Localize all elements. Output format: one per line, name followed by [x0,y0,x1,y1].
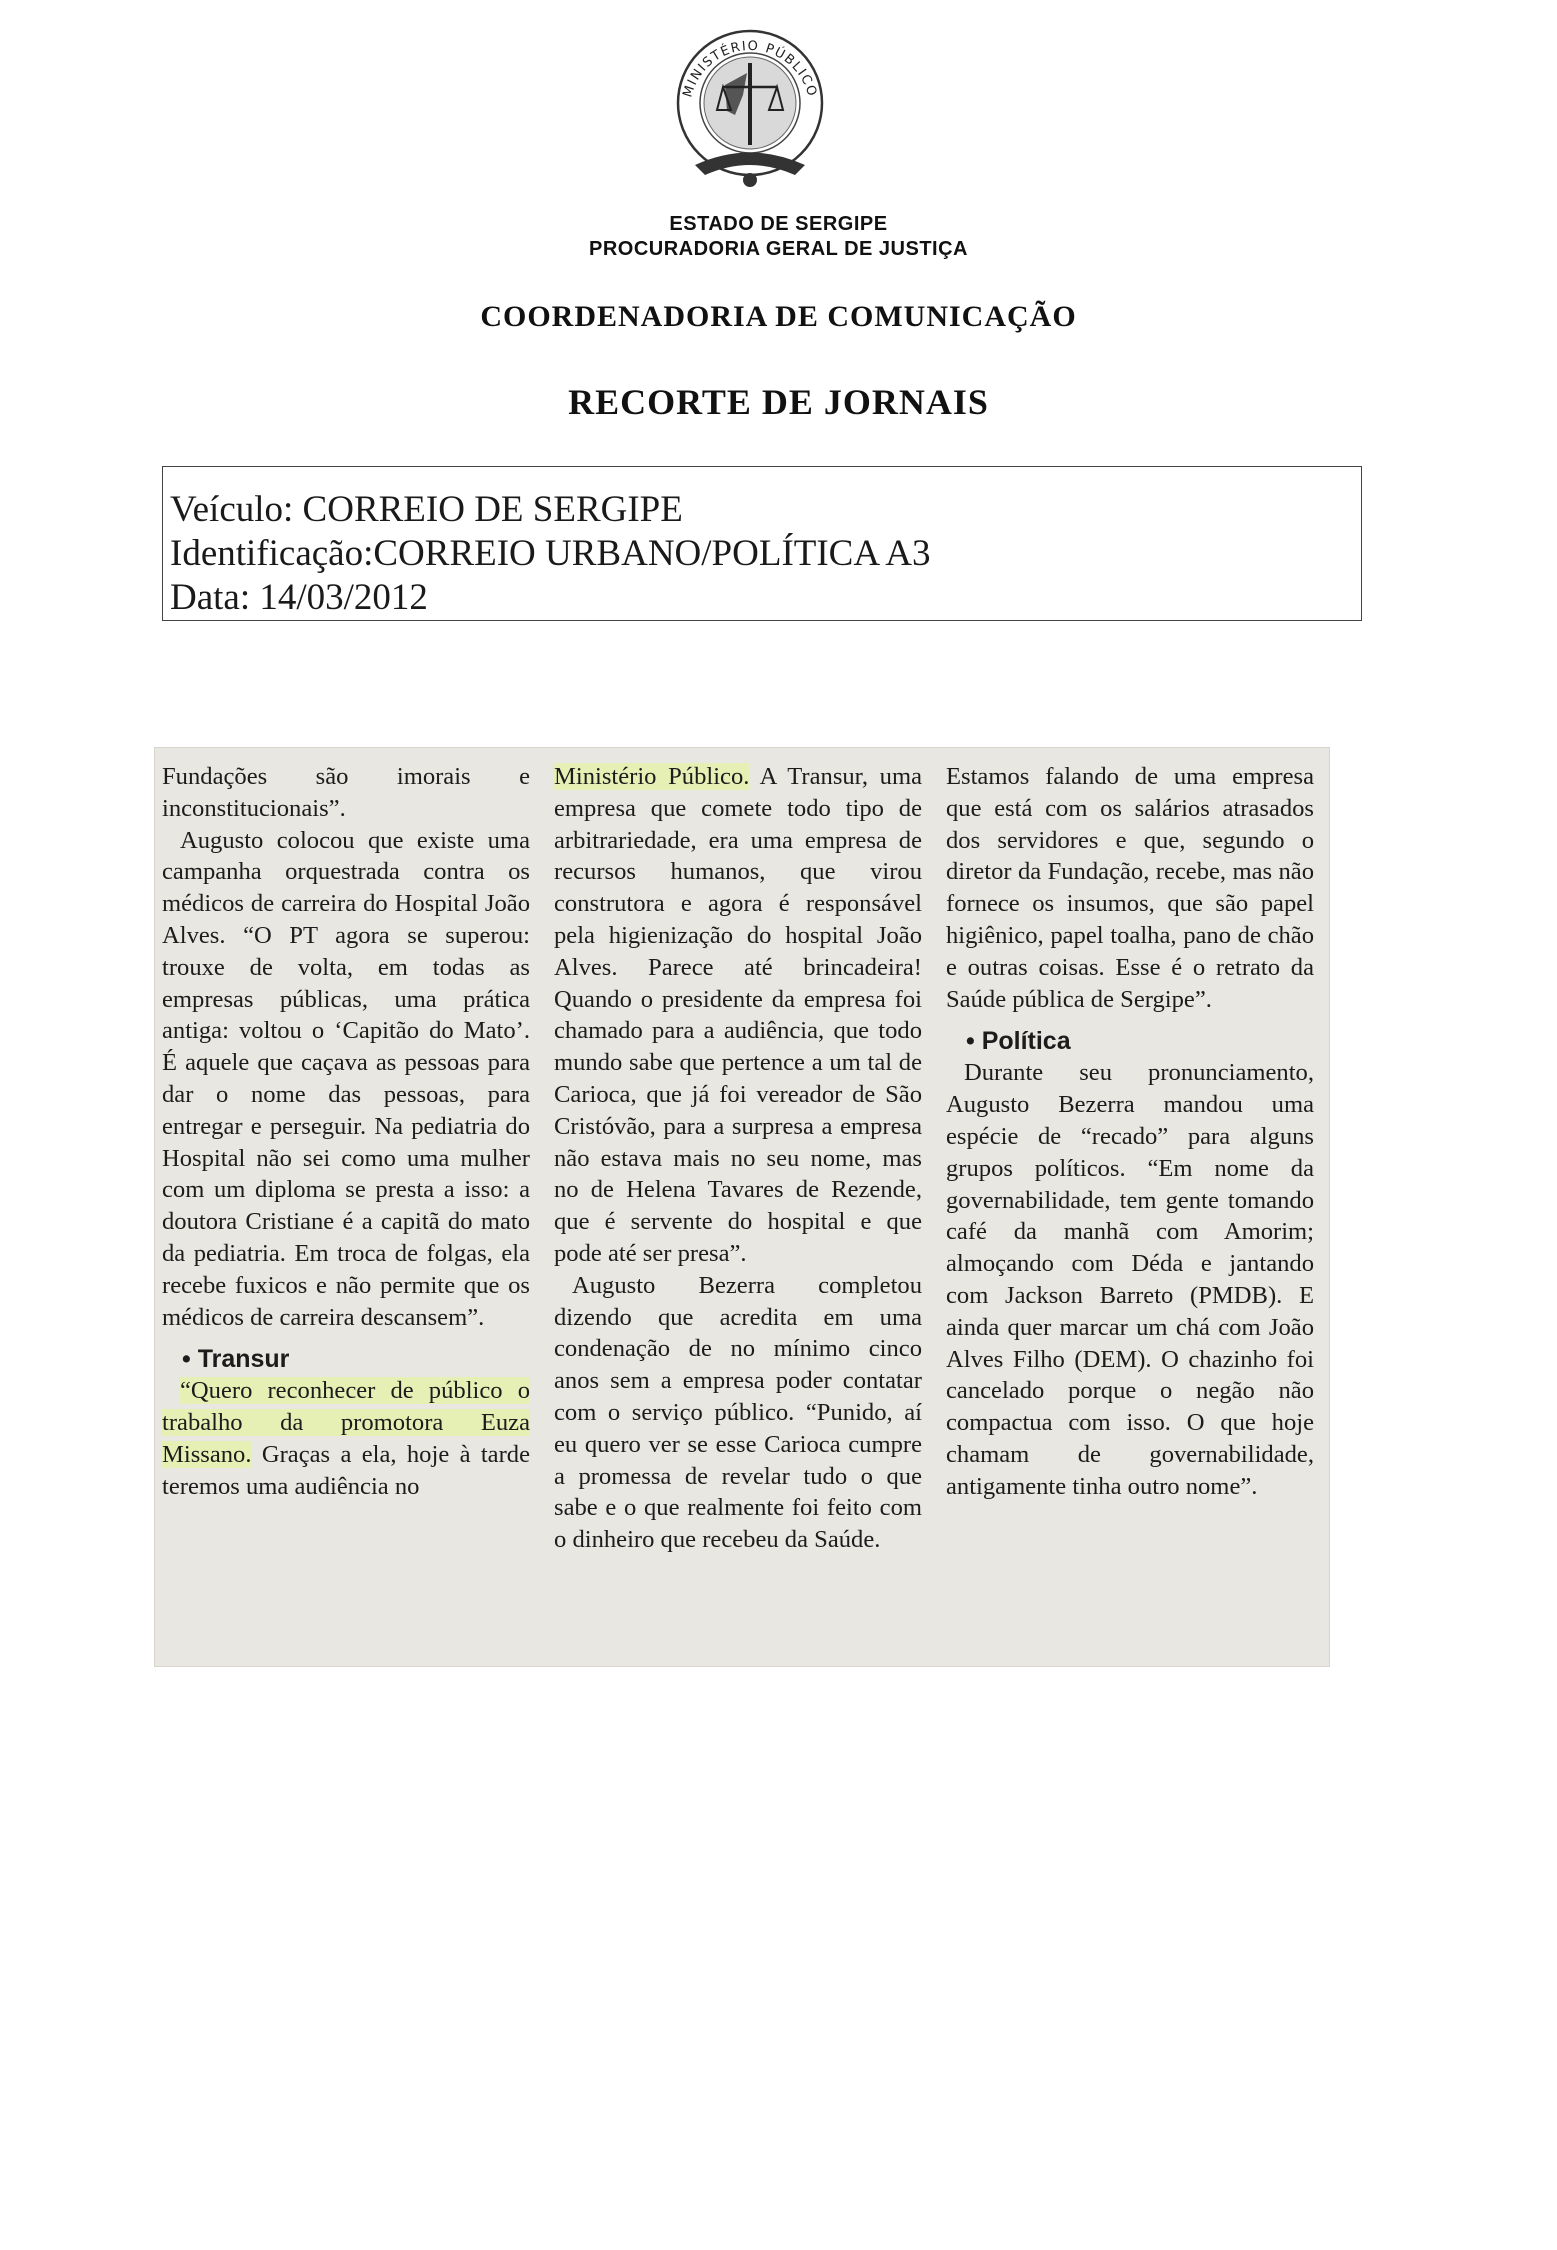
col2-paragraph-1: Ministério Público. A Transur, uma empresa que comete todo tipo de arbitrariedade, era uma empresa de recursos humanos, que virou construtora e agora é responsável pela higienização do hospital João Alves. Parece até brincadeira! Quando o presidente da empresa foi chamado para a audiência, que todo mundo sabe que pertence a um tal de Carioca, que já foi vereador de São Cristóvão, para a surpresa a empresa não estava mais no seu nome, mas no de Helena Tavares de Rezende, que é servente do hospital e que pode até ser presa”. [554,763,923,1267]
article-column-2 [554,761,922,1556]
subhead-transur: • Transur [182,1345,290,1374]
col2-paragraph-2: Augusto Bezerra completou dizendo que acredita em uma condenação de no mínimo cinco anos sem a empresa poder contatar com o serviço público. “Punido, aí eu quero ver se esse Carioca cumpre a promessa de revelar tudo o que sabe e o que realmente foi feito com o dinheiro que recebeu da Saúde. [554,1271,922,1554]
department-title: COORDENADORIA DE COMUNICAÇÃO [480,300,1077,333]
state-name: ESTADO DE SERGIPE [669,213,888,235]
identification-line: Identificação:CORREIO URBANO/POLÍTICA A3 [170,533,931,574]
ministerio-publico-seal [655,15,845,205]
document-type-title: RECORTE DE JORNAIS [568,382,989,422]
article-column-3 [946,761,1314,1503]
vehicle-line: Veículo: CORREIO DE SERGIPE [170,489,683,530]
col1-paragraph-1: Fundações são imorais e inconstitucionais”. [162,763,530,822]
highlighted-text: “Quero reconhecer de público o trabalho da promotora Euza Missano. [162,1377,530,1468]
article-column-1 [162,761,530,1503]
col3-paragraph-1: Estamos falando de uma empresa que está com os salários atrasados dos servidores e que, segundo o diretor da Fundação, recebe, mas não fornece os insumos, que são papel higiênico, papel toalha, pano de chão e outras coisas. Esse é o retrato da Saúde pública de Sergipe”. [946,763,1314,1013]
col3-paragraph-2: Durante seu pronunciamento, Augusto Bezerra mandou uma espécie de “recado” para alguns grupos políticos. “Em nome da governabilidade, tem gente tomando café da manhã com Amorim; almoçando com Déda e jantando com Jackson Barreto (PMDB). E ainda quer marcar um chá com João Alves Filho (DEM). O chazinho foi cancelado porque o negão não compactua com isso. O que hoje chamam de governabilidade, antigamente tinha outro nome”. [946,1059,1314,1500]
svg-text:MINISTÉRIO PÚBLICO: MINISTÉRIO PÚBLICO [680,38,820,100]
agency-name: PROCURADORIA GERAL DE JUSTIÇA [589,238,968,260]
subhead-politica: • Política [966,1027,1071,1056]
col1-paragraph-2: Augusto colocou que existe uma campanha orquestrada contra os médicos de carreira do Hospital João Alves. “O PT agora se superou: trouxe de volta, em todas as empresas públicas, uma prática antiga: voltou o ‘Capitão do Mato’. É aquele que caçava as pessoas para dar o nome das pessoas, para entregar e perseguir. Na pediatria do Hospital não sei como uma mulher com um diploma se presta a isso: a doutora Cristiane é a capitã do mato da pediatria. Em troca de folgas, ela recebe fuxicos e não permite que os médicos de carreira descansem”. [162,826,530,1331]
highlighted-text: Ministério Público. [554,763,750,790]
date-line: Data: 14/03/2012 [170,577,428,618]
col1-paragraph-3: “Quero reconhecer de público o trabalho da promotora Euza Missano. Graças a ela, hoje à tarde teremos uma audiência no [162,1377,530,1500]
newspaper-clipping [154,747,1330,1667]
